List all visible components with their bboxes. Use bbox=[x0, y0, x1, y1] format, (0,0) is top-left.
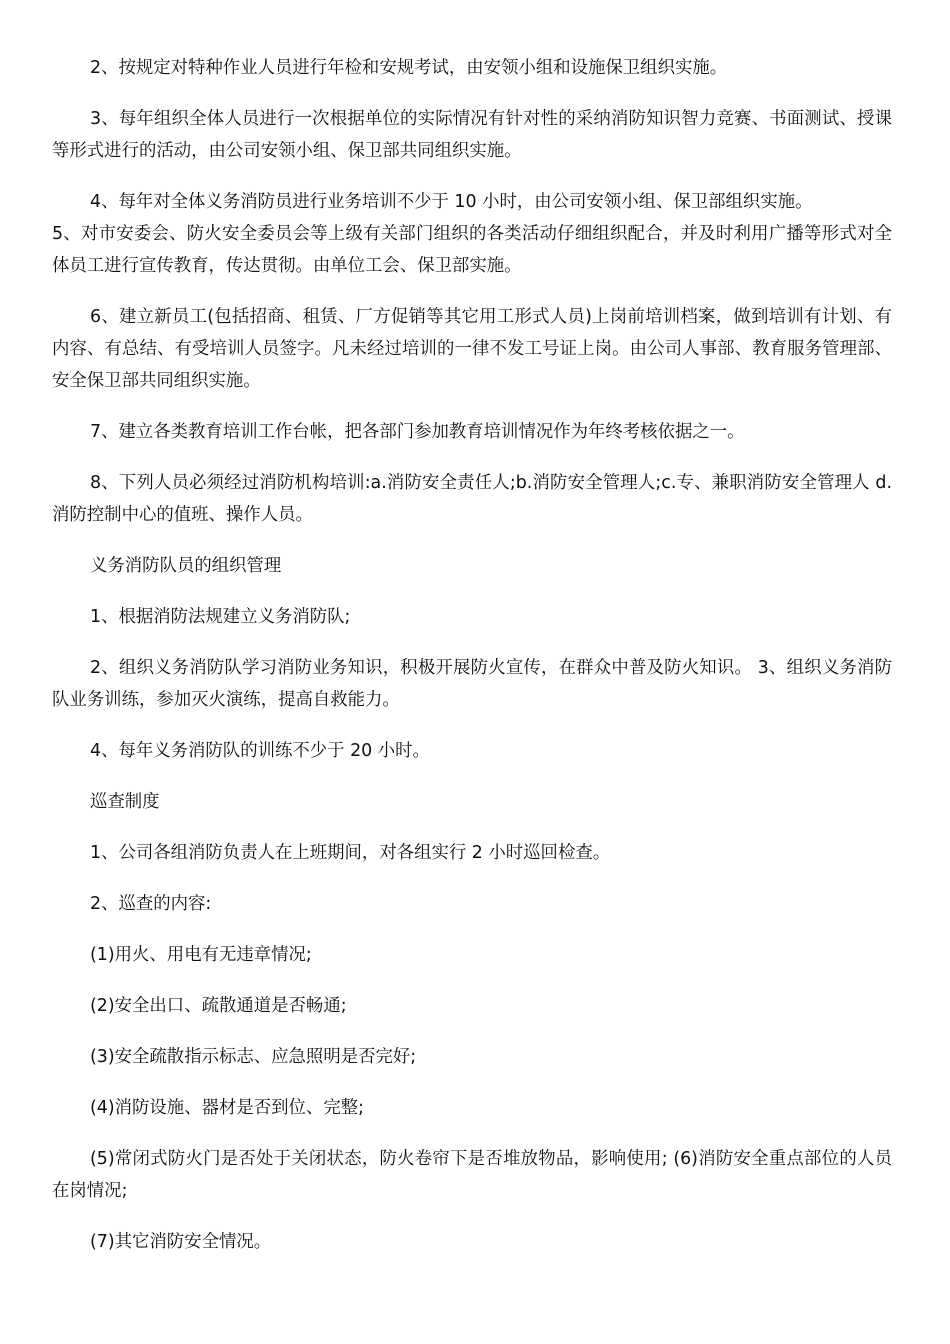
paragraph-item-6-new-staff: 6、建立新员工(包括招商、租赁、厂方促销等其它用工形式人员)上岗前培训档案，做到培训有计划、有内容、有总结、有受培训人员签字。凡未经过培训的一律不发工号证上岗。由公司人事部、教育服务管理部、安全保卫部共同组织实施。 bbox=[52, 307, 892, 391]
paragraph-item-4-training: 4、每年对全体义务消防员进行业务培训不少于 10 小时，由公司安领小组、保卫部组织实施。 bbox=[90, 192, 813, 212]
list-item-patrol-4: (4)消防设施、器材是否到位、完整; bbox=[90, 1098, 364, 1118]
document-page bbox=[52, 52, 892, 1277]
paragraph-item-2-inspection: 2、按规定对特种作业人员进行年检和安规考试，由安领小组和设施保卫组织实施。 bbox=[90, 58, 728, 78]
paragraph-patrol-1: 1、公司各组消防负责人在上班期间，对各组实行 2 小时巡回检查。 bbox=[90, 843, 611, 863]
section-heading-patrol: 巡查制度 bbox=[90, 792, 160, 812]
section-heading-volunteer-team: 义务消防队员的组织管理 bbox=[90, 556, 282, 576]
list-item-patrol-1: (1)用火、用电有无违章情况; bbox=[90, 945, 312, 965]
paragraph-item-3-competition: 3、每年组织全体人员进行一次根据单位的实际情况有针对性的采纳消防知识智力竞赛、书面测试、授课等形式进行的活动，由公司安领小组、保卫部共同组织实施。 bbox=[52, 109, 892, 161]
list-item-patrol-3: (3)安全疏散指示标志、应急照明是否完好; bbox=[90, 1047, 417, 1067]
paragraph-item-7-records: 7、建立各类教育培训工作台帐，把各部门参加教育培训情况作为年终考核依据之一。 bbox=[90, 422, 745, 442]
paragraph-patrol-2: 2、巡查的内容: bbox=[90, 894, 212, 914]
paragraph-team-2-3: 2、组织义务消防队学习消防业务知识，积极开展防火宣传，在群众中普及防火知识。 3、组织义务消防队业务训练，参加灭火演练，提高自救能力。 bbox=[52, 658, 892, 710]
list-item-patrol-5-6: (5)常闭式防火门是否处于关闭状态，防火卷帘下是否堆放物品，影响使用; (6)消防安全重点部位的人员在岗情况; bbox=[52, 1149, 892, 1201]
paragraph-team-4: 4、每年义务消防队的训练不少于 20 小时。 bbox=[90, 741, 430, 761]
list-item-patrol-7: (7)其它消防安全情况。 bbox=[90, 1232, 272, 1252]
paragraph-item-8-required-personnel: 8、下列人员必须经过消防机构培训:a.消防安全责任人;b.消防安全管理人;c.专、兼职消防安全管理人 d.消防控制中心的值班、操作人员。 bbox=[52, 473, 892, 525]
list-item-patrol-2: (2)安全出口、疏散通道是否畅通; bbox=[90, 996, 347, 1016]
paragraph-team-1: 1、根据消防法规建立义务消防队; bbox=[90, 607, 351, 627]
paragraph-item-5-cooperation: 5、对市安委会、防火安全委员会等上级有关部门组织的各类活动仔细组织配合，并及时利用广播等形式对全体员工进行宣传教育，传达贯彻。由单位工会、保卫部实施。 bbox=[52, 224, 892, 276]
